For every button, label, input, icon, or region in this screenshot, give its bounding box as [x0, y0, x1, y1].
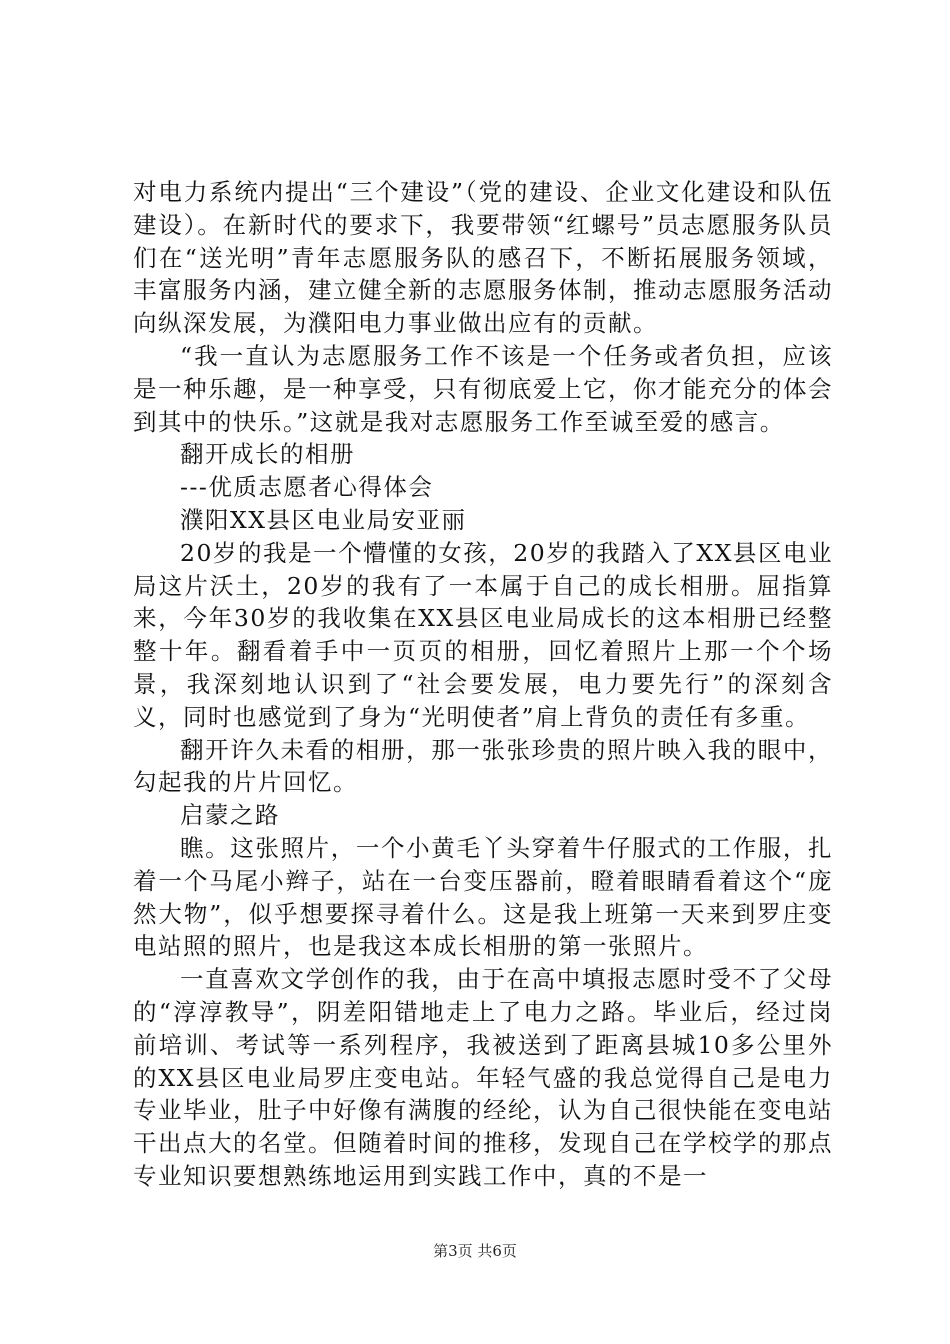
paragraph: 对电力系统内提出“三个建设”（党的建设、企业文化建设和队伍建设）。在新时代的要求下，我要带领“红螺号”员志愿服务队员们在“送光明”青年志愿服务队的感召下，不断拓展服务领域，丰富服务内涵，建立健全新的志愿服务体制，推动志愿服务活动向纵深发展，为濮阳电力事业做出应有的贡献。	[133, 178, 833, 338]
paragraph: “我一直认为志愿服务工作不该是一个任务或者负担，应该是一种乐趣，是一种享受，只有彻底爱上它，你才能充分的体会到其中的快乐。”这就是我对志愿服务工作至诚至爱的感言。	[133, 341, 833, 436]
paragraph: 翻开许久未看的相册，那一张张珍贵的照片映入我的眼中，勾起我的片片回忆。	[133, 735, 833, 797]
paragraph: 一直喜欢文学创作的我，由于在高中填报志愿时受不了父母的“淳淳教导”，阴差阳错地走上了电力之路。毕业后，经过岗前培训、考试等一系列程序，我被送到了距离县城10多公里外的XX县区电业局罗庄变电站。年轻气盛的我总觉得自己是电力专业毕业，肚子中好像有满腹的经纶，认为自己很快能在变电站干出点大的名堂。但随着时间的推移，发现自己在学校学的那点专业知识要想熟练地运用到实践工作中，真的不是一	[133, 965, 833, 1190]
section-heading: 启蒙之路	[180, 801, 280, 830]
paragraph: 20岁的我是一个懵懂的女孩，20岁的我踏入了XX县区电业局这片沃土，20岁的我有了一本属于自己的成长相册。屈指算来，今年30岁的我收集在XX县区电业局成长的这本相册已经整整十年。翻看着手中一页页的相册，回忆着照片上那一个个场景，我深刻地认识到了“社会要发展，电力要先行”的深刻含义，同时也感觉到了身为“光明使者”肩上背负的责任有多重。	[133, 538, 833, 731]
page-number-footer: 第3页 共6页	[433, 1242, 517, 1260]
author-line: 濮阳XX县区电业局安亚丽	[180, 505, 467, 534]
document-body	[133, 176, 833, 1193]
paragraph: 瞧。这张照片，一个小黄毛丫头穿着牛仔服式的工作服，扎着一个马尾小辫子，站在一台变压器前，瞪着眼睛看着这个“庞然大物”，似乎想要探寻着什么。这是我上班第一天来到罗庄变电站照的照片，也是我这本成长相册的第一张照片。	[133, 833, 833, 961]
section-title: 翻开成长的相册	[180, 440, 355, 469]
section-subtitle: ---优质志愿者心得体会	[180, 473, 434, 502]
